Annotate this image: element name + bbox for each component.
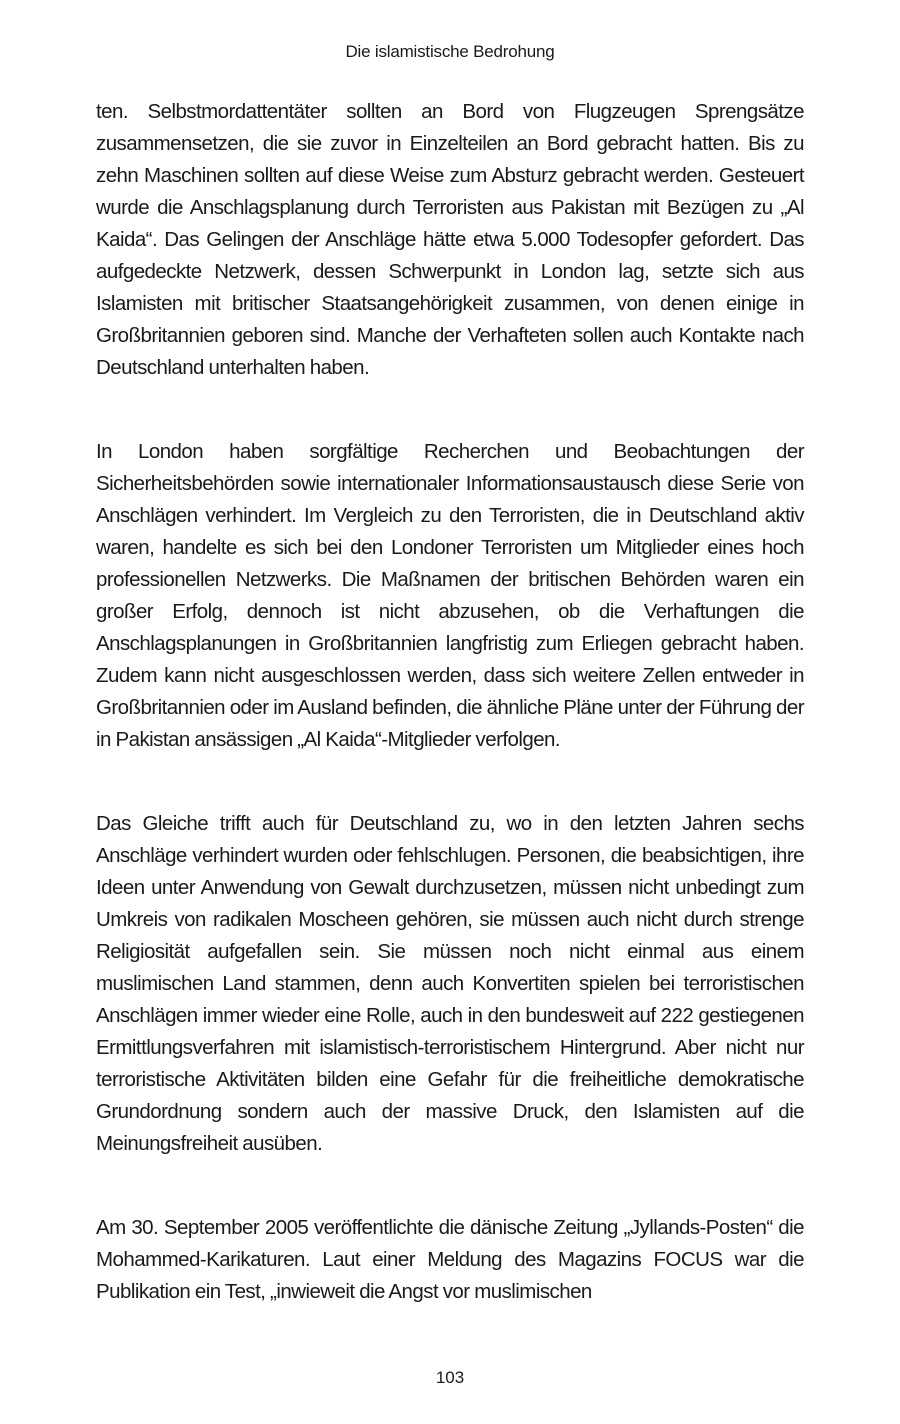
page-number: 103 — [435, 1368, 465, 1387]
paragraph-2: In London haben sorgfältige Recherchen und Beobachtungen der Sicherheitsbehörden sowie internationaler Informationsaustausch diese Serie von Anschlägen verhindert. Im Vergleich zu den Terroristen, die in Deutschland aktiv waren, handelte es sich bei den Londoner Terroristen um Mitglieder eines hoch professionellen Netzwerks. Die Maßnamen der britischen Behörden waren ein großer Erfolg, dennoch ist nicht abzusehen, ob die Verhaftungen die Anschlagsplanungen in Großbritannien langfristig zum Erliegen gebracht haben. Zudem kann nicht ausgeschlossen werden, dass sich weitere Zellen entweder in Großbritannien oder im Ausland befinden, die ähnliche Pläne unter der Führung der in Pakistan ansässigen „Al Kaida“-Mitglieder verfolgen. — [96, 440, 804, 751]
running-header: Die islamistische Bedrohung — [345, 42, 555, 61]
body-text — [96, 96, 804, 1308]
paragraph-1: ten. Selbstmordattentäter sollten an Bord von Flugzeugen Sprengsätze zusammensetzen, die sie zuvor in Einzelteilen an Bord gebracht hatten. Bis zu zehn Maschinen sollten auf diese Weise zum Absturz gebracht werden. Gesteuert wurde die Anschlagsplanung durch Terroristen aus Pakistan mit Bezügen zu „Al Kaida“. Das Gelingen der Anschläge hätte etwa 5.000 Todesopfer gefordert. Das aufgedeckte Netzwerk, dessen Schwerpunkt in London lag, setzte sich aus Islamisten mit britischer Staatsangehörigkeit zusammen, von denen einige in Großbritannien geboren sind. Manche der Verhafteten sollen auch Kontakte nach Deutschland unterhalten haben. — [96, 100, 804, 379]
paragraph-4: Am 30. September 2005 veröffentlichte die dänische Zeitung „Jyllands-Posten“ die Mohammed-Karikaturen. Laut einer Meldung des Magazins FOCUS war die Publikation ein Test, „inwieweit die Angst vor muslimischen — [96, 1216, 804, 1303]
paragraph-3: Das Gleiche trifft auch für Deutschland zu, wo in den letzten Jahren sechs Anschläge verhindert wurden oder fehlschlugen. Personen, die beabsichtigen, ihre Ideen unter Anwendung von Gewalt durchzusetzen, müssen nicht unbedingt zum Umkreis von radikalen Moscheen gehören, sie müssen auch nicht durch strenge Religiosität aufgefallen sein. Sie müssen noch nicht einmal aus einem muslimischen Land stammen, denn auch Konvertiten spielen bei terroristischen Anschlägen immer wieder eine Rolle, auch in den bundesweit auf 222 gestiegenen Ermittlungsverfahren mit islamistisch-terroristischem Hintergrund. Aber nicht nur terroristische Aktivitäten bilden eine Gefahr für die freiheitliche demokratische Grundordnung sondern auch der massive Druck, den Islamisten auf die Meinungsfreiheit ausüben. — [96, 812, 804, 1155]
